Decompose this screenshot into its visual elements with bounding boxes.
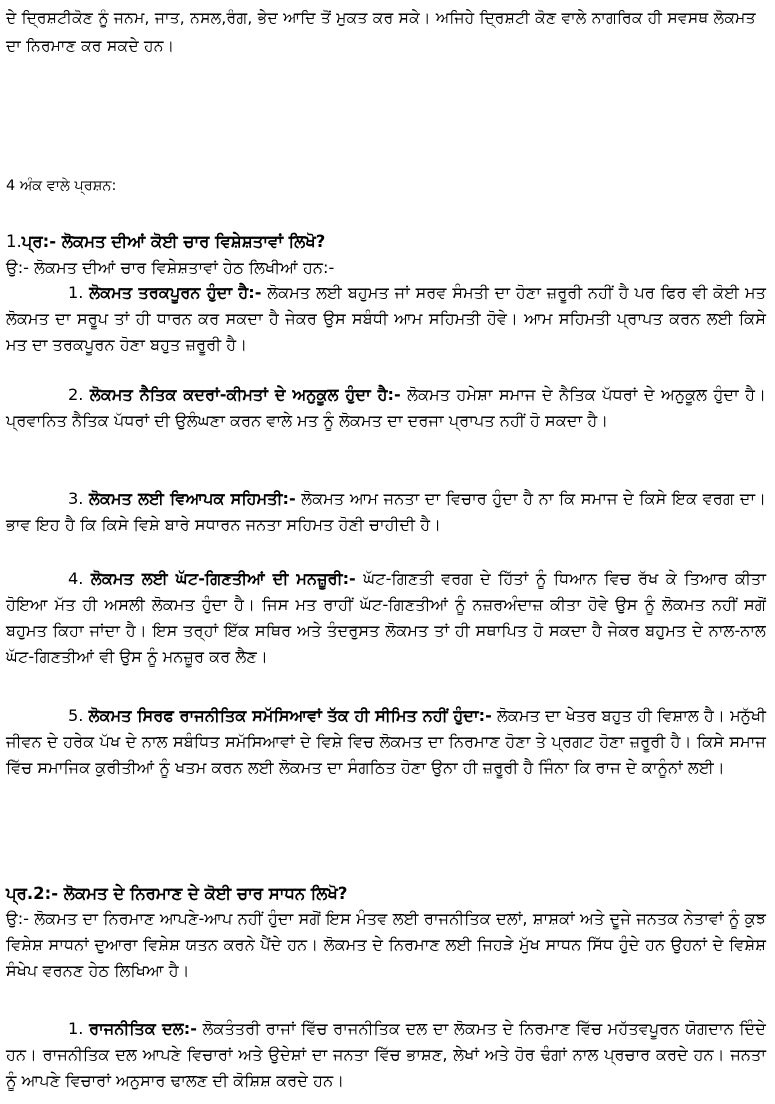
q1-point-3 xyxy=(6,486,766,538)
point-text: ਲੋਕਮਤ ਲਈ ਬਹੁਮਤ ਜਾਂ ਸਰਵ ਸੰਮਤੀ ਦਾ ਹੋਣਾ ਜ਼ਰੂਰੀ ਨਹੀਂ ਹੈ ਪਰ ਫਿਰ ਵੀ ਕੋਈ ਮਤ ਲੋਕਮਤ ਦਾ ਸਰੂਪ ਤਾਂ ਹੀ ਧਾਰਨ ਕਰ ਸਕਦਾ ਹੈ ਜੇਕਰ ਉਸ ਸਬੰਧੀ ਆਮ ਸਹਿਮਤੀ ਹੋਵੇ। ਆਮ ਸਹਿਮਤੀ ਪ੍ਰਾਪਤ ਕਰਨ ਲਈ ਕਿਸੇ ਮਤ ਦਾ ਤਰਕਪੂਰਨ ਹੋਣਾ ਬਹੁਤ ਜ਼ਰੂਰੀ ਹੈ। xyxy=(6,283,766,354)
point-text: ਲੋਕਮਤ ਆਮ ਜਨਤਾ ਦਾ ਵਿਚਾਰ ਹੁੰਦਾ ਹੈ ਨਾ ਕਿ ਸਮਾਜ ਦੇ ਕਿਸੇ ਇਕ ਵਰਗ ਦਾ। ਭਾਵ ਇਹ ਹੈ ਕਿ ਕਿਸੇ ਵਿਸ਼ੇ ਬਾਰੇ ਸਧਾਰਨ ਜਨਤਾ ਸਹਿਮਤ ਹੋਣੀ ਚਾਹੀਦੀ ਹੈ। xyxy=(6,489,766,534)
q1-heading xyxy=(6,230,766,254)
point-text: ਲੋਕਮਤ ਹਮੇਸ਼ਾ ਸਮਾਜ ਦੇ ਨੈਤਿਕ ਪੱਧਰਾਂ ਦੇ ਅਨੁਕੂਲ ਹੁੰਦਾ ਹੈ। ਪ੍ਰਵਾਨਿਤ ਨੈਤਿਕ ਪੱਧਰਾਂ ਦੀ ਉਲੰਘਣਾ ਕਰਨ ਵਾਲੇ ਮਤ ਨੂੰ ਲੋਕਮਤ ਦਾ ਦਰਜਾ ਪ੍ਰਾਪਤ ਨਹੀਂ ਹੋ ਸਕਦਾ ਹੈ। xyxy=(6,385,766,430)
point-heading: ਲੋਕਮਤ ਲਈ ਵਿਆਪਕ ਸਹਿਮਤੀ:- xyxy=(89,489,296,508)
q1-point-1 xyxy=(6,280,766,358)
point-text: ਘੱਟ-ਗਿਣਤੀ ਵਰਗ ਦੇ ਹਿੱਤਾਂ ਨੂੰ ਧਿਆਨ ਵਿਚ ਰੱਖ ਕੇ ਤਿਆਰ ਕੀਤਾ ਹੋਇਆ ਮੱਤ ਹੀ ਅਸਲੀ ਲੋਕਮਤ ਹੁੰਦਾ ਹੈ। ਜਿਸ ਮਤ ਰਾਹੀਂ ਘੱਟ-ਗਿਣਤੀਆਂ ਨੂੰ ਨਜ਼ਰਅੰਦਾਜ਼ ਕੀਤਾ ਹੋਵੇ ਉਸ ਨੂੰ ਲੋਕਮਤ ਨਹੀਂ ਸਗੋਂ ਬਹੁਮਤ ਕਿਹਾ ਜਾਂਦਾ ਹੈ। ਇਸ ਤਰ੍ਹਾਂ ਇੱਕ ਸਥਿਰ ਅਤੇ ਤੰਦਰੁਸਤ ਲੋਕਮਤ ਤਾਂ ਹੀ ਸਥਾਪਿਤ ਹੋ ਸਕਦਾ ਹੈ ਜੇਕਰ ਬਹੁਮਤ ਦੇ ਨਾਲ-ਨਾਲ ਘੱਟ-ਗਿਣਤੀਆਂ ਵੀ ਉਸ ਨੂੰ ਮਨਜ਼ੂਰ ਕਰ ਲੈਣ। xyxy=(6,569,767,666)
point-heading: ਲੋਕਮਤ ਸਿਰਫ ਰਾਜਨੀਤਿਕ ਸਮੱਸਿਆਵਾਂ ਤੱਕ ਹੀ ਸੀਮਿਤ ਨਹੀਂ ਹੁੰਦਾ:- xyxy=(88,706,492,725)
point-heading: ਰਾਜਨੀਤਿਕ ਦਲ:- xyxy=(89,1019,197,1038)
q1-point-5 xyxy=(6,703,766,781)
point-number: 1. xyxy=(68,283,84,302)
point-number: 5. xyxy=(68,706,84,725)
q1-point-4 xyxy=(6,566,766,670)
intro-paragraph: ਦੇ ਦ੍ਰਿਸ਼ਟੀਕੋਣ ਨੂੰ ਜਨਮ, ਜਾਤ, ਨਸਲ,ਰੰਗ, ਭੇਦ ਆਦਿ ਤੋਂ ਮੁਕਤ ਕਰ ਸਕੇ। ਅਜਿਹੇ ਦ੍ਰਿਸ਼ਟੀ ਕੋਣ ਵਾਲੇ ਨਾਗਰਿਕ ਹੀ ਸਵਸਥ ਲੋਕਮਤ ਦਾ ਨਿਰਮਾਣ ਕਰ ਸਕਦੇ ਹਨ। xyxy=(6,9,756,55)
q1-question: ਪ੍ਰ:- ਲੋਕਮਤ ਦੀਆਂ ਕੋਈ ਚਾਰ ਵਿਸ਼ੇਸ਼ਤਾਵਾਂ ਲਿਖੋ? xyxy=(21,232,326,251)
point-heading: ਲੋਕਮਤ ਤਰਕਪੂਰਨ ਹੁੰਦਾ ਹੈ:- xyxy=(89,283,262,302)
q1-point-2 xyxy=(6,382,766,434)
point-heading: ਲੋਕਮਤ ਨੈਤਿਕ ਕਦਰਾਂ-ਕੀਮਤਾਂ ਦੇ ਅਨੁਕੂਲ ਹੁੰਦਾ ਹੈ:- xyxy=(89,385,401,404)
q2-point-1 xyxy=(6,1016,766,1094)
point-number: 1. xyxy=(68,1019,84,1038)
point-number: 4. xyxy=(68,569,84,588)
point-number: 2. xyxy=(68,385,84,404)
q1-answer: ਉ:- ਲੋਕਮਤ ਦੀਆਂ ਚਾਰ ਵਿਸ਼ੇਸ਼ਤਾਵਾਂ ਹੇਠ ਲਿਖੀਆਂ ਹਨ:- xyxy=(6,258,335,277)
point-number: 3. xyxy=(68,489,84,508)
point-heading: ਲੋਕਮਤ ਲਈ ਘੱਟ-ਗਿਣਤੀਆਂ ਦੀ ਮਨਜ਼ੂਰੀ:- xyxy=(90,569,356,588)
q2-answer: ਉ:- ਲੋਕਮਤ ਦਾ ਨਿਰਮਾਣ ਆਪਣੇ-ਆਪ ਨਹੀਂ ਹੁੰਦਾ ਸਗੋਂ ਇਸ ਮੰਤਵ ਲਈ ਰਾਜਨੀਤਿਕ ਦਲਾਂ, ਸ਼ਾਸ਼ਕਾਂ ਅਤੇ ਦੂਜੇ ਜਨਤਕ ਨੇਤਾਵਾਂ ਨੂੰ ਕੁਝ ਵਿਸ਼ੇਸ਼ ਸਾਧਨਾਂ ਦੁਆਰਾ ਵਿਸ਼ੇਸ਼ ਯਤਨ ਕਰਨੇ ਪੈਂਦੇ ਹਨ। ਲੋਕਮਤ ਦੇ ਨਿਰਮਾਣ ਲਈ ਜਿਹੜੇ ਮੁੱਖ ਸਾਧਨ ਸਿੱਧ ਹੁੰਦੇ ਹਨ ਉਹਨਾਂ ਦੇ ਵਿਸ਼ੇਸ਼ ਸੰਖੇਪ ਵਰਨਣ ਹੇਠ ਲਿਖਿਆ ਹੈ। xyxy=(6,909,766,980)
point-text: ਲੋਕਤੰਤਰੀ ਰਾਜਾਂ ਵਿੱਚ ਰਾਜਨੀਤਿਕ ਦਲ ਦਾ ਲੋਕਮਤ ਦੇ ਨਿਰਮਾਣ ਵਿੱਚ ਮਹੱਤਵਪੂਰਨ ਯੋਗਦਾਨ ਦਿੰਦੇ ਹਨ। ਰਾਜਨੀਤਿਕ ਦਲ ਆਪਣੇ ਵਿਚਾਰਾਂ ਅਤੇ ਉਦੇਸ਼ਾਂ ਦਾ ਜਨਤਾ ਵਿੱਚ ਭਾਸ਼ਣ, ਲੇਖਾਂ ਅਤੇ ਹੋਰ ਢੰਗਾਂ ਨਾਲ ਪ੍ਰਚਾਰ ਕਰਦੇ ਹਨ। ਜਨਤਾ ਨੂੰ ਆਪਣੇ ਵਿਚਾਰਾਂ ਅਨੁਸਾਰ ਢਾਲਣ ਦੀ ਕੋਸ਼ਿਸ਼ ਕਰਦੇ ਹਨ। xyxy=(6,1019,766,1090)
section-label: 4 ਅੰਕ ਵਾਲੇ ਪ੍ਰਸ਼ਨ: xyxy=(6,178,117,194)
point-text: ਲੋਕਮਤ ਦਾ ਖੇਤਰ ਬਹੁਤ ਹੀ ਵਿਸ਼ਾਲ ਹੈ। ਮਨੁੱਖੀ ਜੀਵਨ ਦੇ ਹਰੇਕ ਪੱਖ ਦੇ ਨਾਲ ਸਬੰਧਿਤ ਸਮੱਸਿਆਵਾਂ ਦੇ ਵਿਸ਼ੇ ਵਿਚ ਲੋਕਮਤ ਦਾ ਨਿਰਮਾਣ ਹੋਣਾ ਤੇ ਪ੍ਰਗਟ ਹੋਣਾ ਜ਼ਰੂਰੀ ਹੈ। ਕਿਸੇ ਸਮਾਜ ਵਿੱਚ ਸਮਾਜਿਕ ਕੁਰੀਤੀਆਂ ਨੂੰ ਖਤਮ ਕਰਨ ਲਈ ਲੋਕਮਤ ਦਾ ਸੰਗਠਿਤ ਹੋਣਾ ਉਨਾ ਹੀ ਜ਼ਰੂਰੀ ਹੈ ਜਿੰਨਾ ਕਿ ਰਾਜ ਦੇ ਕਾਨੂੰਨਾਂ ਲਈ। xyxy=(6,706,766,777)
q1-prefix: 1. xyxy=(6,232,22,251)
q2-question: ਪ੍ਰ.2:- ਲੋਕਮਤ ਦੇ ਨਿਰਮਾਣ ਦੇ ਕੋਈ ਚਾਰ ਸਾਧਨ ਲਿਖੋ? xyxy=(6,884,348,903)
